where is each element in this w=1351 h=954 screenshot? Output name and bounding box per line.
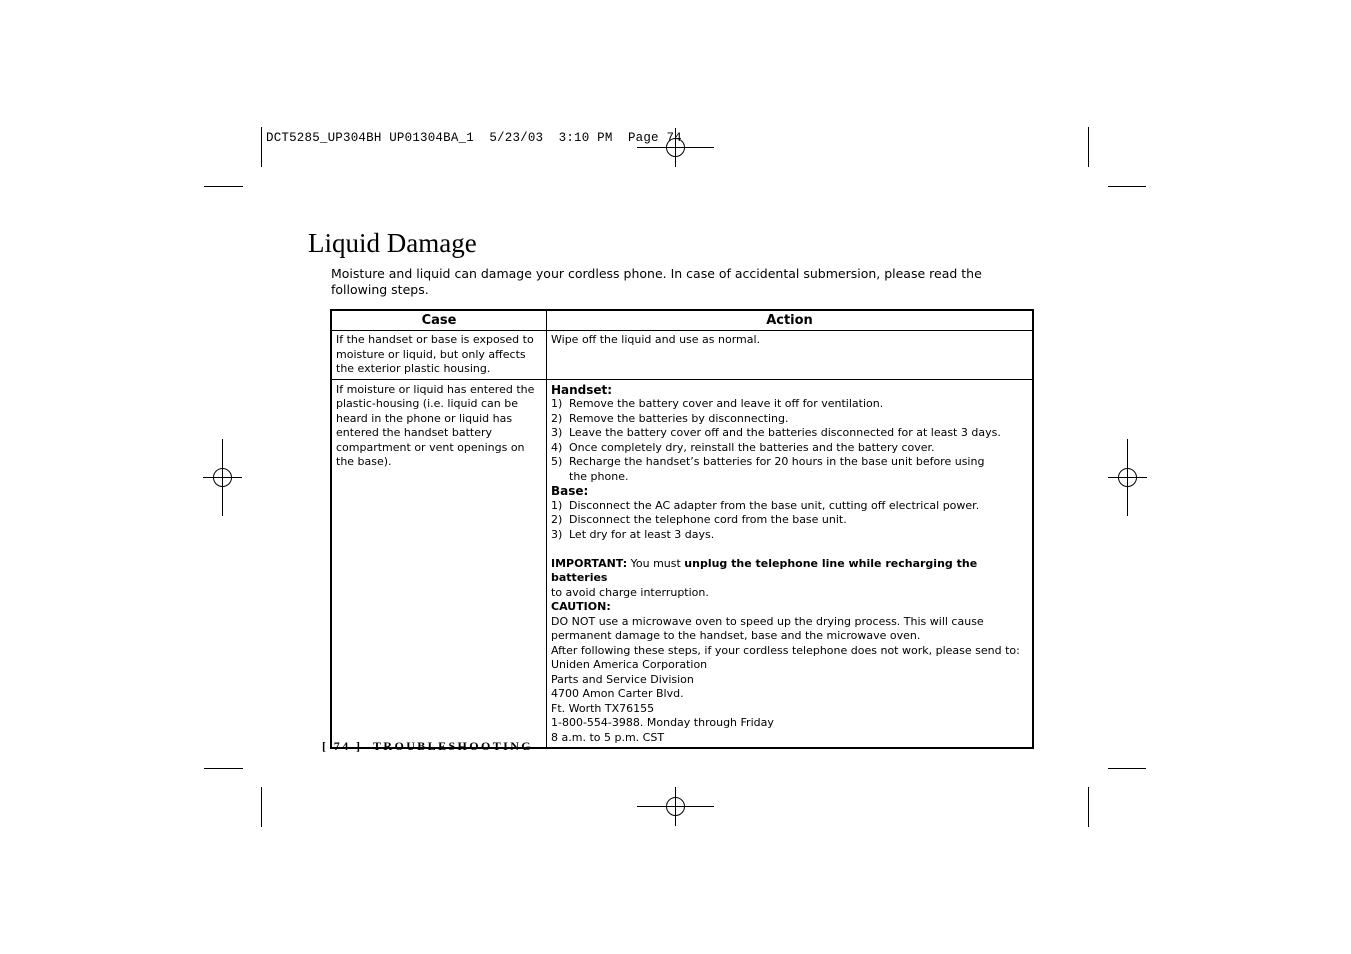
list-item: 1) Disconnect the AC adapter from the base unit, cutting off electrical power.: [551, 498, 980, 512]
important-emphasis: unplug the telephone line while recharging the batteries: [551, 556, 978, 584]
case-cell: If moisture or liquid has entered the plastic-housing (i.e. liquid can be heard in the phone or liquid has entered the handset battery compartment or vent openings on the base).: [331, 379, 547, 748]
list-item: 2) Disconnect the telephone cord from the base unit.: [551, 513, 847, 526]
list-item: 3) Let dry for at least 3 days.: [551, 527, 715, 541]
important-continuation: to avoid charge interruption.: [551, 585, 709, 599]
list-item: 4) Once completely dry, reinstall the batteries and the battery cover.: [551, 440, 935, 454]
column-header-action: Action: [547, 310, 1034, 331]
crop-mark: [204, 186, 243, 187]
list-item: 5) Recharge the handset’s batteries for 20 hours in the base unit before using the phone.: [551, 455, 985, 483]
list-item: 3) Leave the battery cover off and the batteries disconnected for at least 3 days.: [551, 426, 1001, 439]
spacer: [551, 542, 1028, 557]
address-line: 1-800-554-3988. Monday through Friday: [551, 716, 774, 729]
action-cell: Wipe off the liquid and use as normal.: [547, 331, 1034, 380]
section-name: TROUBLESHOOTING: [373, 739, 534, 753]
base-heading: Base:: [551, 484, 589, 498]
address-line: 4700 Amon Carter Blvd.: [551, 687, 684, 700]
crop-mark: [204, 768, 243, 769]
case-cell: If the handset or base is exposed to moisture or liquid, but only affects the exterior plastic housing.: [331, 331, 547, 380]
table-row: [331, 379, 1033, 748]
crop-mark: [261, 787, 262, 827]
address-line: Parts and Service Division: [551, 672, 694, 686]
handset-steps-list: [551, 397, 1028, 484]
list-item: 1) Remove the battery cover and leave it off for ventilation.: [551, 397, 884, 410]
intro-paragraph: Moisture and liquid can damage your cordless phone. In case of accidental submersion, please read the following steps.: [331, 266, 982, 297]
important-label: IMPORTANT:: [551, 556, 628, 570]
list-item: 2) Remove the batteries by disconnecting.: [551, 411, 789, 425]
action-cell: [547, 379, 1034, 748]
table-header-row: [331, 310, 1033, 331]
crop-mark: [1108, 768, 1146, 769]
crop-mark: [1088, 127, 1089, 167]
column-header-case: Case: [331, 310, 547, 331]
address-line: Ft. Worth TX76155: [551, 701, 655, 715]
troubleshooting-table: [330, 309, 1034, 749]
crop-mark: [1108, 186, 1146, 187]
important-text: You must: [627, 556, 685, 570]
handset-heading: Handset:: [551, 382, 613, 397]
crop-mark: [1088, 787, 1089, 827]
crop-mark: [261, 127, 262, 167]
after-steps-text: After following these steps, if your cordless telephone does not work, please send to:: [551, 643, 1020, 657]
important-note: [551, 557, 1028, 586]
page-number: [ 74 ]: [322, 739, 363, 753]
caution-text: DO NOT use a microwave oven to speed up the drying process. This will cause permanent damage to the handset, base and the microwave oven.: [551, 614, 984, 642]
caution-label: CAUTION:: [551, 600, 611, 613]
page-title: Liquid Damage: [308, 228, 477, 258]
address-block: [551, 658, 1028, 745]
address-line: Uniden America Corporation: [551, 658, 708, 671]
table-row: [331, 331, 1033, 380]
page-footer: [322, 739, 533, 754]
base-steps-list: [551, 499, 1028, 543]
print-slug: DCT5285_UP304BH UP01304BA_1 5/23/03 3:10 PM Page 74: [266, 131, 682, 145]
address-line: 8 a.m. to 5 p.m. CST: [551, 730, 665, 744]
